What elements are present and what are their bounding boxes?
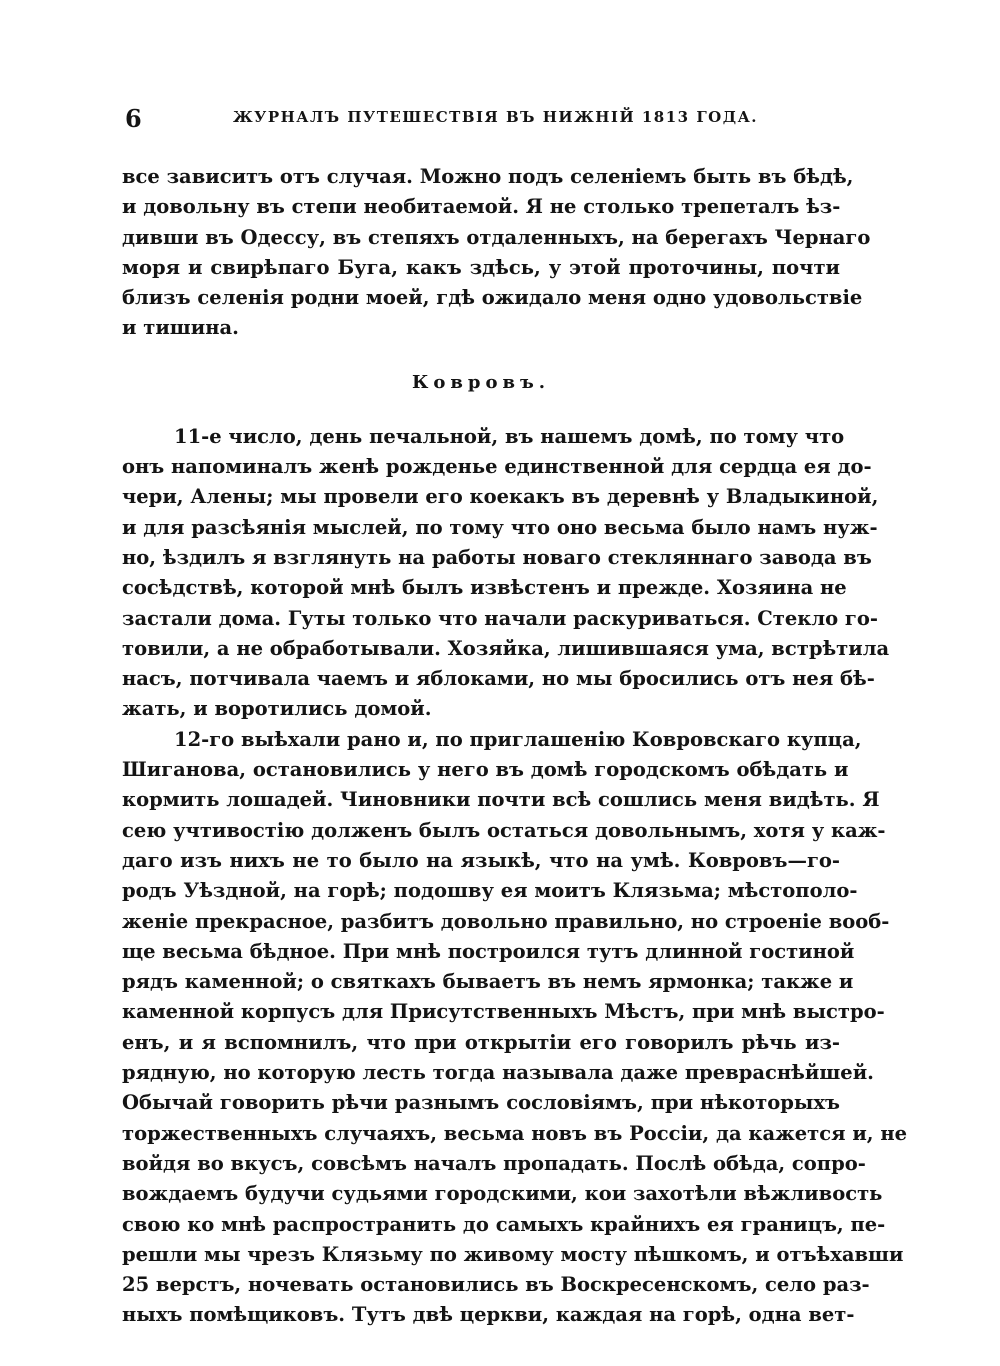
text-line: чери, Алены; мы провели его коекакъ въ деревнѣ у Владыкиной, <box>122 485 879 509</box>
text-line: родъ Уѣздной, на горѣ; подошву ея моитъ Клязьма; мѣстополо- <box>122 879 858 903</box>
text-line: и тишина. <box>122 316 239 340</box>
text-line: кормить лошадей. Чиновники почти всѣ сошлись меня видѣть. Я <box>122 788 880 812</box>
text-line: сосѣдствѣ, которой мнѣ былъ извѣстенъ и прежде. Хозяина не <box>122 576 847 600</box>
text-line: товили, а не обработывали. Хозяйка, лишившаяся ума, встрѣтила <box>122 636 890 660</box>
text-line: Шиганова, остановились у него въ домѣ городскомъ обѣдать и <box>122 758 849 782</box>
paragraph-1 <box>122 162 871 344</box>
body-text <box>122 162 908 1331</box>
text-line: женіе прекрасное, разбитъ довольно правильно, но строеніе вооб- <box>122 909 890 933</box>
text-line: свою ко мнѣ распространить до самыхъ крайнихъ ея границъ, пе- <box>122 1212 886 1236</box>
running-title: ЖУРНАЛЪ ПУТЕШЕСТВІЯ ВЪ НИЖНІЙ 1813 ГОДА. <box>233 108 759 126</box>
text-line: и довольну въ степи необитаемой. Я не столько трепеталъ ѣз- <box>122 195 841 219</box>
text-line: торжественныхъ случаяхъ, весьма новъ въ Россіи, да кажется и, не <box>122 1121 908 1145</box>
text-line: насъ, потчивала чаемъ и яблоками, но мы бросились отъ нея бѣ- <box>122 667 875 691</box>
text-line: енъ, и я вспомнилъ, что при открытіи его говорилъ рѣчь из- <box>122 1030 840 1054</box>
text-line: войдя во вкусъ, совсѣмъ началъ пропадать. Послѣ обѣда, сопро- <box>122 1151 866 1175</box>
text-line: близъ селенія родни моей, гдѣ ожидало меня одно удовольствіе <box>122 286 863 310</box>
text-line: рядную, но которую лесть тогда называла даже превраснѣйшей. <box>122 1061 874 1085</box>
paragraph-3 <box>122 725 908 1331</box>
text-line: каменной корпусъ для Присутственныхъ Мѣстъ, при мнѣ выстро- <box>122 1000 885 1024</box>
text-line: Обычай говорить рѣчи разнымъ сословіямъ, при нѣкоторыхъ <box>122 1091 840 1115</box>
text-line: 11-е число, день печальной, въ нашемъ домѣ, по тому что <box>174 424 845 448</box>
text-line: 12-го выѣхали рано и, по приглашенію Ковровскаго купца, <box>174 727 862 751</box>
text-line: онъ напоминалъ женѣ рожденье единственной для сердца ея до- <box>122 455 872 479</box>
text-line: жать, и воротились домой. <box>122 697 432 721</box>
text-line: даго изъ нихъ не то было на языкѣ, что на умѣ. Ковровъ—го- <box>122 848 840 872</box>
text-line: все зависитъ отъ случая. Можно подъ селеніемъ быть въ бѣдѣ, <box>122 165 854 188</box>
text-line: ныхъ помѣщиковъ. Тутъ двѣ церкви, каждая на горѣ, одна вет- <box>122 1303 855 1327</box>
text-line: ще весьма бѣдное. При мнѣ построился тутъ длинной гостиной <box>122 939 855 963</box>
paragraph-2 <box>122 422 890 725</box>
section-heading: Ковровъ. <box>411 371 551 393</box>
text-line: моря и свирѣпаго Буга, какъ здѣсь, у этой проточины, почти <box>122 255 840 279</box>
text-line: но, ѣздилъ я взглянуть на работы новаго стекляннаго завода въ <box>122 545 872 569</box>
text-line: сею учтивостію долженъ былъ остаться довольнымъ, хотя у каж- <box>122 818 886 842</box>
text-line: дивши въ Одессу, въ степяхъ отдаленныхъ, на берегахъ Чернаго <box>122 225 871 249</box>
text-line: застали дома. Гуты только что начали раскуриваться. Стекло го- <box>122 606 878 630</box>
text-line: решли мы чрезъ Клязьму по живому мосту пѣшкомъ, и отъѣхавши <box>122 1242 904 1266</box>
text-line: вождаемъ будучи судьями городскими, кои захотѣли вѣжливость <box>122 1182 883 1206</box>
page-number: 6 <box>125 104 142 133</box>
text-line: рядъ каменной; о святкахъ бываетъ въ немъ ярмонка; также и <box>122 970 854 994</box>
page-header <box>125 100 845 140</box>
text-line: и для разсѣянія мыслей, по тому что оно весьма было намъ нуж- <box>122 515 878 539</box>
text-line: 25 верстъ, ночевать остановились въ Воскресенскомъ, село раз- <box>122 1273 870 1297</box>
